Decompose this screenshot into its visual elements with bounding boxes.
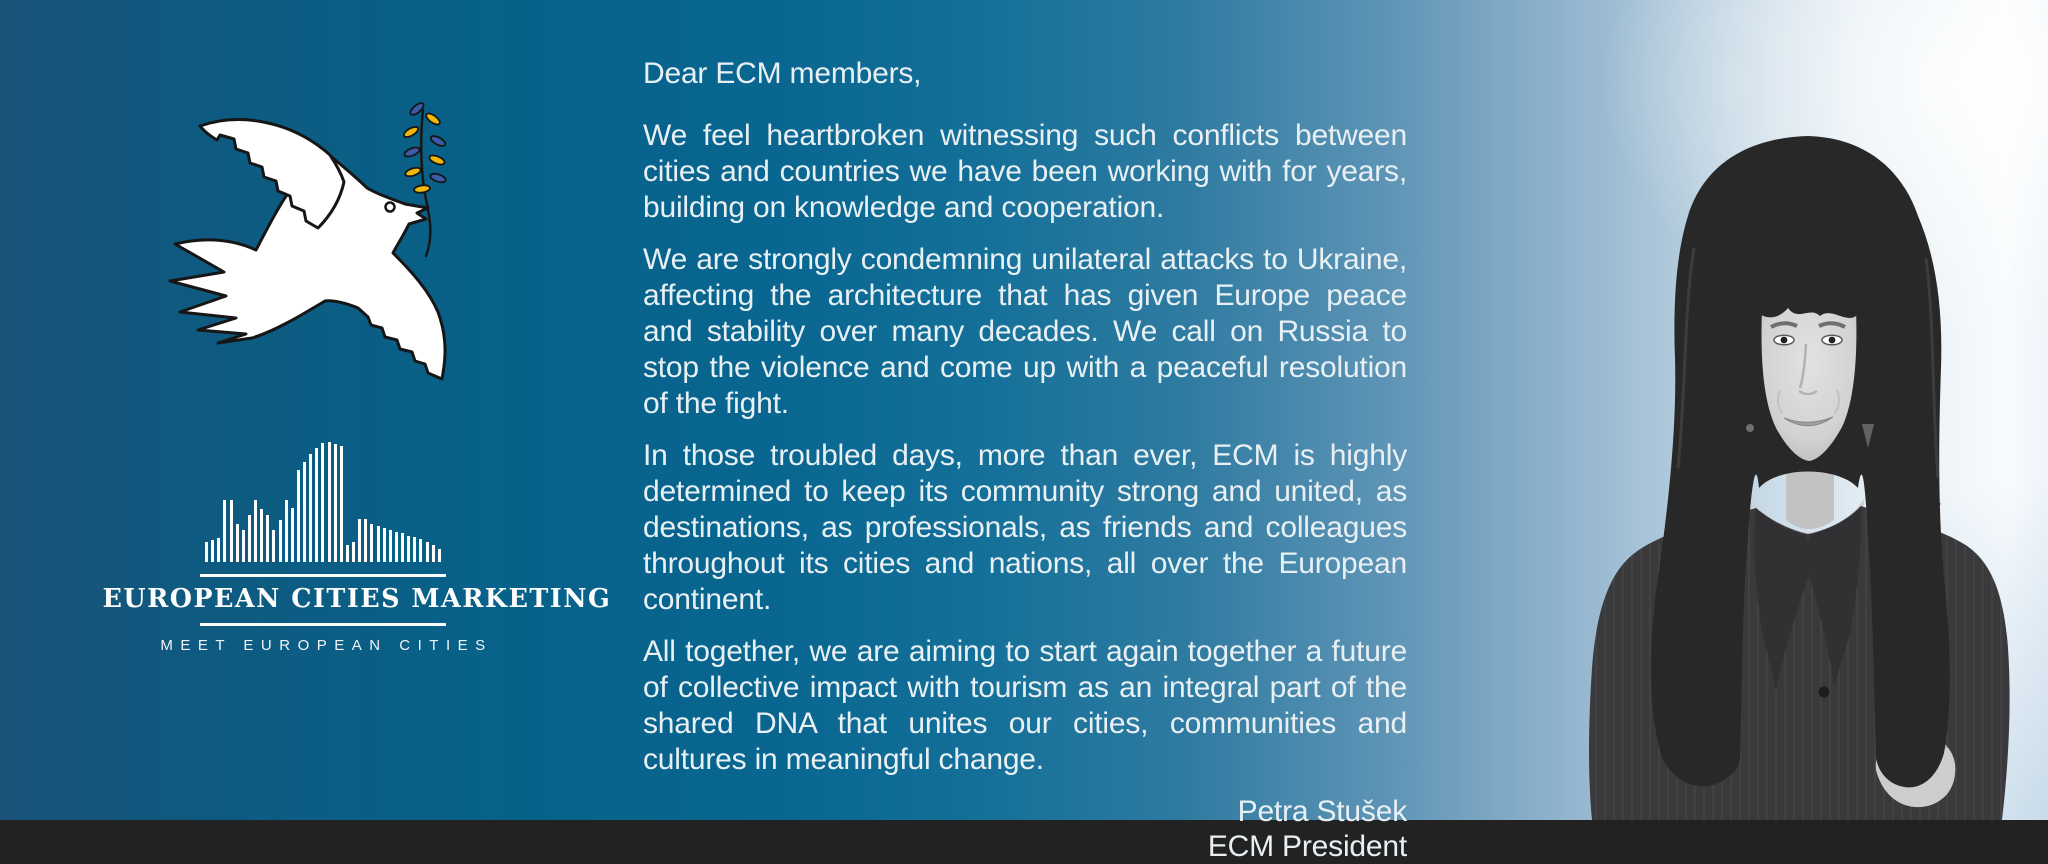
logo-bar [438,549,441,562]
logo-bar [352,542,355,562]
logo-bar [426,542,429,562]
logo-bar [377,526,380,562]
logo-bar [413,537,416,562]
letter-paragraph-3: In those troubled days, more than ever, ECM is highly determined to keep its community strong and united, as destinations, as professionals, as friends and colleagues throughout its cities and nations, all over the European continent. [643,439,1407,616]
olive-leaf [414,184,431,193]
peace-dove-icon [160,88,466,404]
blazer-button [1819,687,1830,698]
letter-salutation: Dear ECM members, [643,57,922,90]
olive-branch-stem-lower [426,210,430,256]
logo-bar [432,545,435,562]
logo-bar [242,530,245,562]
logo-divider-top [200,574,446,577]
logo-bar [328,442,331,562]
logo-bar [364,519,367,562]
letter-paragraph-1: We feel heartbroken witnessing such conflicts between cities and countries we have been working with for years, building on knowledge and cooperation. [643,119,1407,224]
logo-bar [260,509,263,562]
olive-leaf [424,111,441,126]
olive-leaf [403,146,421,159]
logo-bar [315,448,318,562]
petra-stusek-photo [1556,128,2048,820]
logo-bar [248,515,251,562]
logo-bar [236,524,239,562]
logo-bar [370,524,373,562]
letter-body [643,56,1407,864]
logo-bar [285,500,288,562]
logo-bar [279,520,282,562]
olive-leaf [404,166,421,178]
logo-bar [419,539,422,562]
olive-branch-leaves [402,101,446,194]
dove-eye [386,203,395,212]
olive-leaf [428,154,446,167]
logo-bar [217,538,220,562]
earring-left [1746,424,1754,432]
logo-bar [334,444,337,562]
logo-bar [346,545,349,562]
logo-tagline: MEET EUROPEAN CITIES [160,637,493,654]
logo-bar [272,530,275,562]
logo-bar [266,515,269,562]
logo-bar [395,532,398,562]
logo-wordmark: EUROPEAN CITIES MARKETING [102,584,612,614]
logo-bar [309,454,312,562]
logo-bar [291,508,294,562]
logo-bar [321,443,324,562]
signature-name: Petra Stušek [1237,795,1407,828]
logo-bar [340,446,343,562]
letter-paragraph-2: We are strongly condemning unilateral attacks to Ukraine, affecting the architecture that has given Europe peace and stability over many decades. We call on Russia to stop the violence and come up with a peaceful resolution of the fight. [643,243,1407,420]
logo-bar [223,500,226,562]
logo-bar [205,542,208,562]
ecm-logo [98,440,612,654]
olive-leaf [429,172,446,184]
dove-wing [200,120,344,228]
signature-title: ECM President [1207,830,1407,863]
logo-bar [230,500,233,562]
logo-bar [401,533,404,562]
letter-paragraph-4: All together, we are aiming to start again together a future of collective impact with tourism as an integral part of the shared DNA that unites our cities, communities and cultures in meaningful change. [643,635,1407,776]
logo-bar [211,540,214,562]
logo-bar [254,500,257,562]
logo-bar [303,462,306,562]
logo-bar [297,470,300,562]
logo-bar [383,528,386,562]
logo-bar [389,530,392,562]
ecm-logo-skyline-bars [205,440,441,562]
logo-divider-bottom [200,623,446,626]
letter-signature [643,794,1407,864]
olive-leaf [429,134,447,148]
logo-bar [407,536,410,562]
logo-bar [358,519,361,562]
olive-leaf [402,125,419,139]
